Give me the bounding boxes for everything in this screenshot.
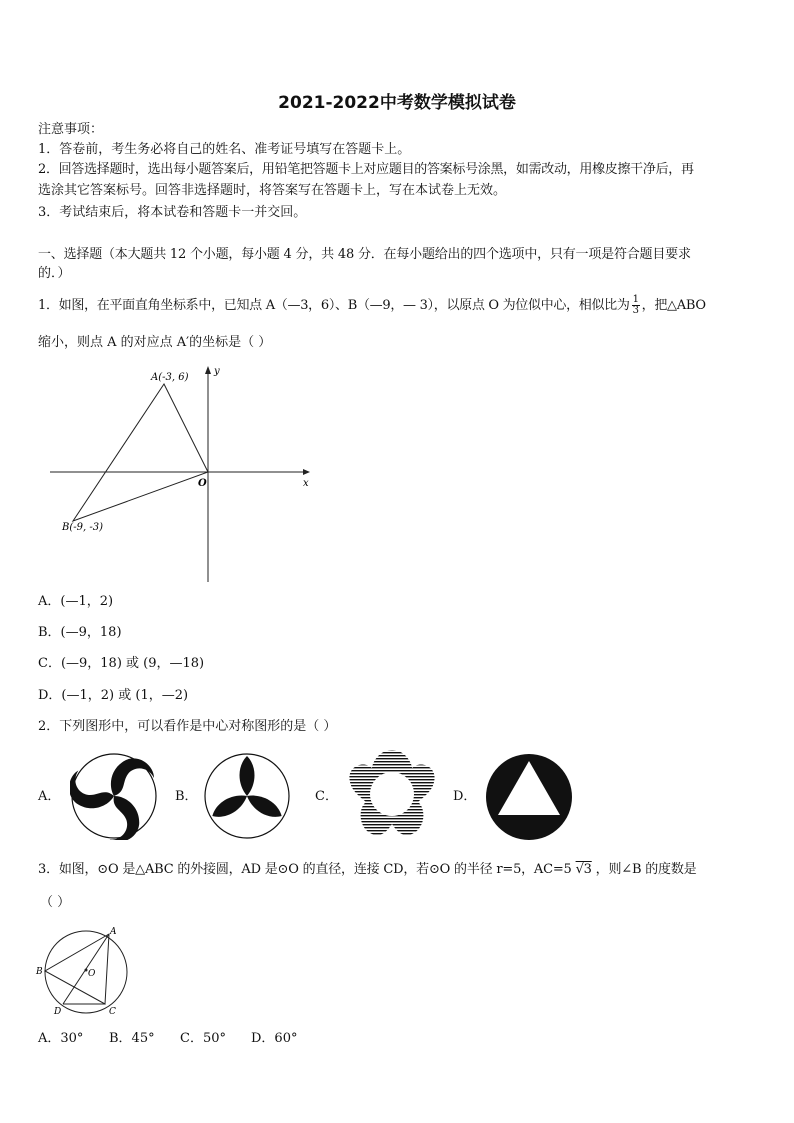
triangle-abc (45, 934, 109, 1004)
q2-option-d-figure (484, 752, 574, 842)
label-d: D (54, 1007, 62, 1017)
q2-option-b-label: B． (175, 789, 198, 804)
label-origin: O (198, 478, 207, 489)
section-heading-line-1: 一、选择题（本大题共 12 个小题，每小题 4 分，共 48 分．在每小题给出的四个选项中，只有一项是符合题目要求 (38, 247, 691, 262)
q1-ratio-fraction (632, 295, 640, 316)
q1-option-c: C．(—9，18) 或 (9，—18) (38, 656, 205, 671)
notice-line-2a: 2．回答选择题时，选出每小题答案后，用铅笔把答题卡上对应题目的答案标号涂黑，如需改动，用橡皮擦干净后，再 (38, 162, 694, 177)
triangle-abo (73, 384, 208, 521)
q1-stem-text-end: ，把△ABO (641, 298, 706, 313)
q3-circle-figure (32, 922, 132, 1018)
label-point-b: B(-9, -3) (62, 522, 103, 533)
q3-option-c: C．50° (180, 1031, 226, 1046)
q1-option-a: A．(—1，2) (38, 594, 114, 609)
y-axis-arrow-icon (205, 366, 211, 374)
q2-option-c-figure (345, 748, 439, 840)
notice-line-1: 1．答卷前，考生务必将自己的姓名、准考证号填写在答题卡上。 (38, 142, 411, 157)
q2-option-a-label: A． (38, 789, 61, 804)
q1-stem-text: 1．如图，在平面直角坐标系中，已知点 A（—3，6）、B（—9，— 3），以原点 O 为位似中心，相似比为 (38, 298, 630, 313)
three-petal-icon (209, 756, 286, 822)
q3-stem-line-1 (38, 860, 696, 880)
striped-five-petal-icon (349, 750, 434, 835)
x-axis-arrow-icon (303, 469, 310, 475)
q1-stem-line-2: 缩小，则点 A 的对应点 A′的坐标是（ ） (38, 335, 272, 350)
label-o: O (88, 969, 96, 979)
label-a: A (110, 927, 117, 937)
fraction-numerator: 1 (632, 294, 639, 305)
label-y-axis: y (214, 366, 220, 377)
q1-stem-line-1 (38, 295, 706, 316)
notice-line-2b: 选涂其它答案标号。回答非选择题时，将答案写在答题卡上，写在本试卷上无效。 (38, 183, 507, 198)
q2-option-d-label: D． (453, 789, 477, 804)
notice-line-3: 3．考试结束后，将本试卷和答题卡一并交回。 (38, 205, 307, 220)
q3-answer-paren: （ ） (40, 895, 71, 910)
q1-option-b: B．(—9，18) (38, 625, 122, 640)
circumcircle (45, 931, 127, 1013)
q3-option-b: B．45° (109, 1031, 155, 1046)
notice-heading: 注意事项： (38, 122, 104, 137)
q1-coordinate-figure (48, 362, 318, 584)
q2-option-a-figure (70, 752, 158, 840)
q3-sqrt-3: √3 (575, 862, 592, 877)
section-heading-line-2: 的．） (38, 266, 71, 281)
q2-option-b-figure (203, 752, 291, 840)
q3-option-d: D．60° (251, 1031, 298, 1046)
label-b: B (36, 967, 43, 977)
page-title: 2021-2022中考数学模拟试卷 (278, 93, 516, 113)
label-x-axis: x (303, 478, 309, 489)
label-c: C (109, 1007, 116, 1017)
label-point-a: A(-3, 6) (151, 372, 189, 383)
q2-option-c-label: C． (315, 789, 338, 804)
q1-option-d: D．(—1，2) 或 (1，—2) (38, 688, 189, 703)
q2-stem: 2．下列图形中，可以看作是中心对称图形的是（ ） (38, 719, 337, 734)
fraction-denominator: 3 (632, 305, 639, 316)
q3-stem-text: 3．如图，⊙O 是△ABC 的外接圆，AD 是⊙O 的直径，连接 CD，若⊙O 的半径 r=5，AC=5 (38, 862, 572, 877)
q3-option-a: A．30° (38, 1031, 84, 1046)
q3-stem-text-end: ，则∠B 的度数是 (595, 862, 697, 877)
